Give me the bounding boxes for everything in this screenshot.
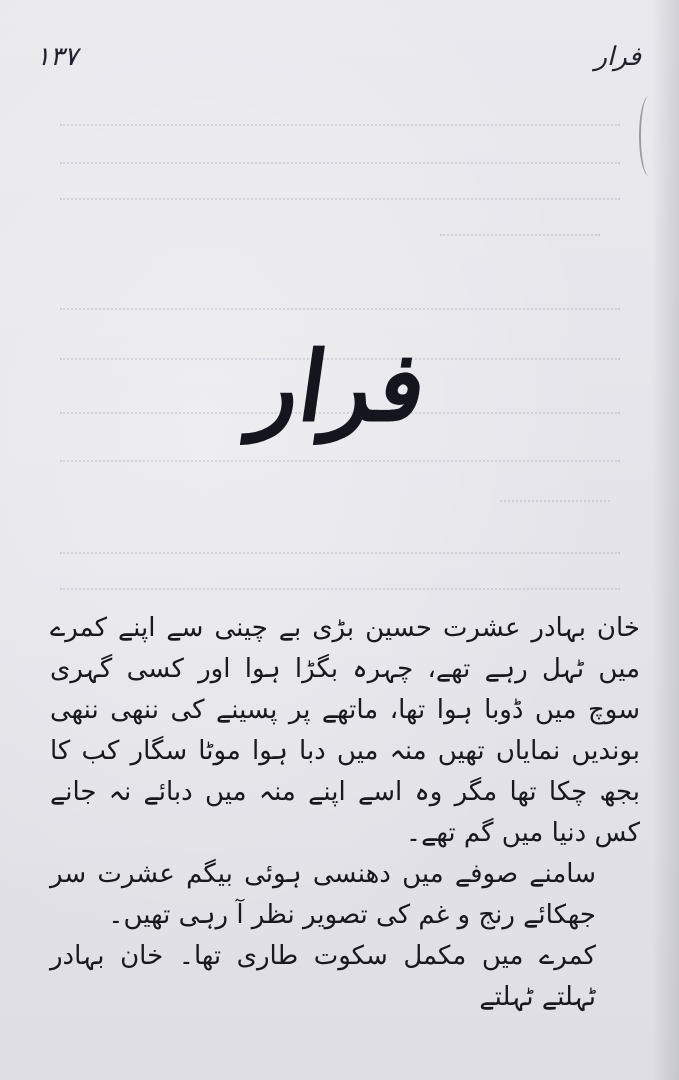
bleed-through-line (440, 222, 600, 236)
bleed-through-line (60, 296, 620, 310)
margin-mark (639, 96, 659, 176)
paragraph: خان بہادر عشرت حسین بڑی بے چینی سے اپنے کمرے میں ٹہل رہے تھے، چہرہ بگڑا ہوا اور کسی گہری سوچ میں ڈوبا ہوا تھا، ماتھے پر پسینے کی ننھی ننھی بوندیں نمایاں تھیں منہ میں دبا ہوا موٹا سگار کب کا بجھ چکا تھا مگر وہ اسے اپنے منہ میں دبائے نہ جانے کس دنیا میں گم تھے۔ (50, 613, 640, 848)
bleed-through-line (60, 448, 620, 462)
bleed-through-line (60, 112, 620, 126)
page-number: ۱۳۷ (36, 42, 78, 72)
bleed-through-line (60, 576, 620, 590)
paragraph: سامنے صوفے میں دھنسی ہوئی بیگم عشرت سر جھکائے رنج و غم کی تصویر نظر آ رہی تھیں۔ (50, 859, 596, 930)
running-header: فرار (594, 42, 641, 72)
paragraph: کمرے میں مکمل سکوت طاری تھا۔ خان بہادر ٹہلتے ٹہلتے (50, 941, 596, 1012)
story-title: فرار (245, 330, 434, 443)
bleed-through-line (60, 186, 620, 200)
bleed-through-line (500, 488, 610, 502)
story-body (50, 608, 640, 1018)
bleed-through-line (60, 540, 620, 554)
bleed-through-line (60, 150, 620, 164)
